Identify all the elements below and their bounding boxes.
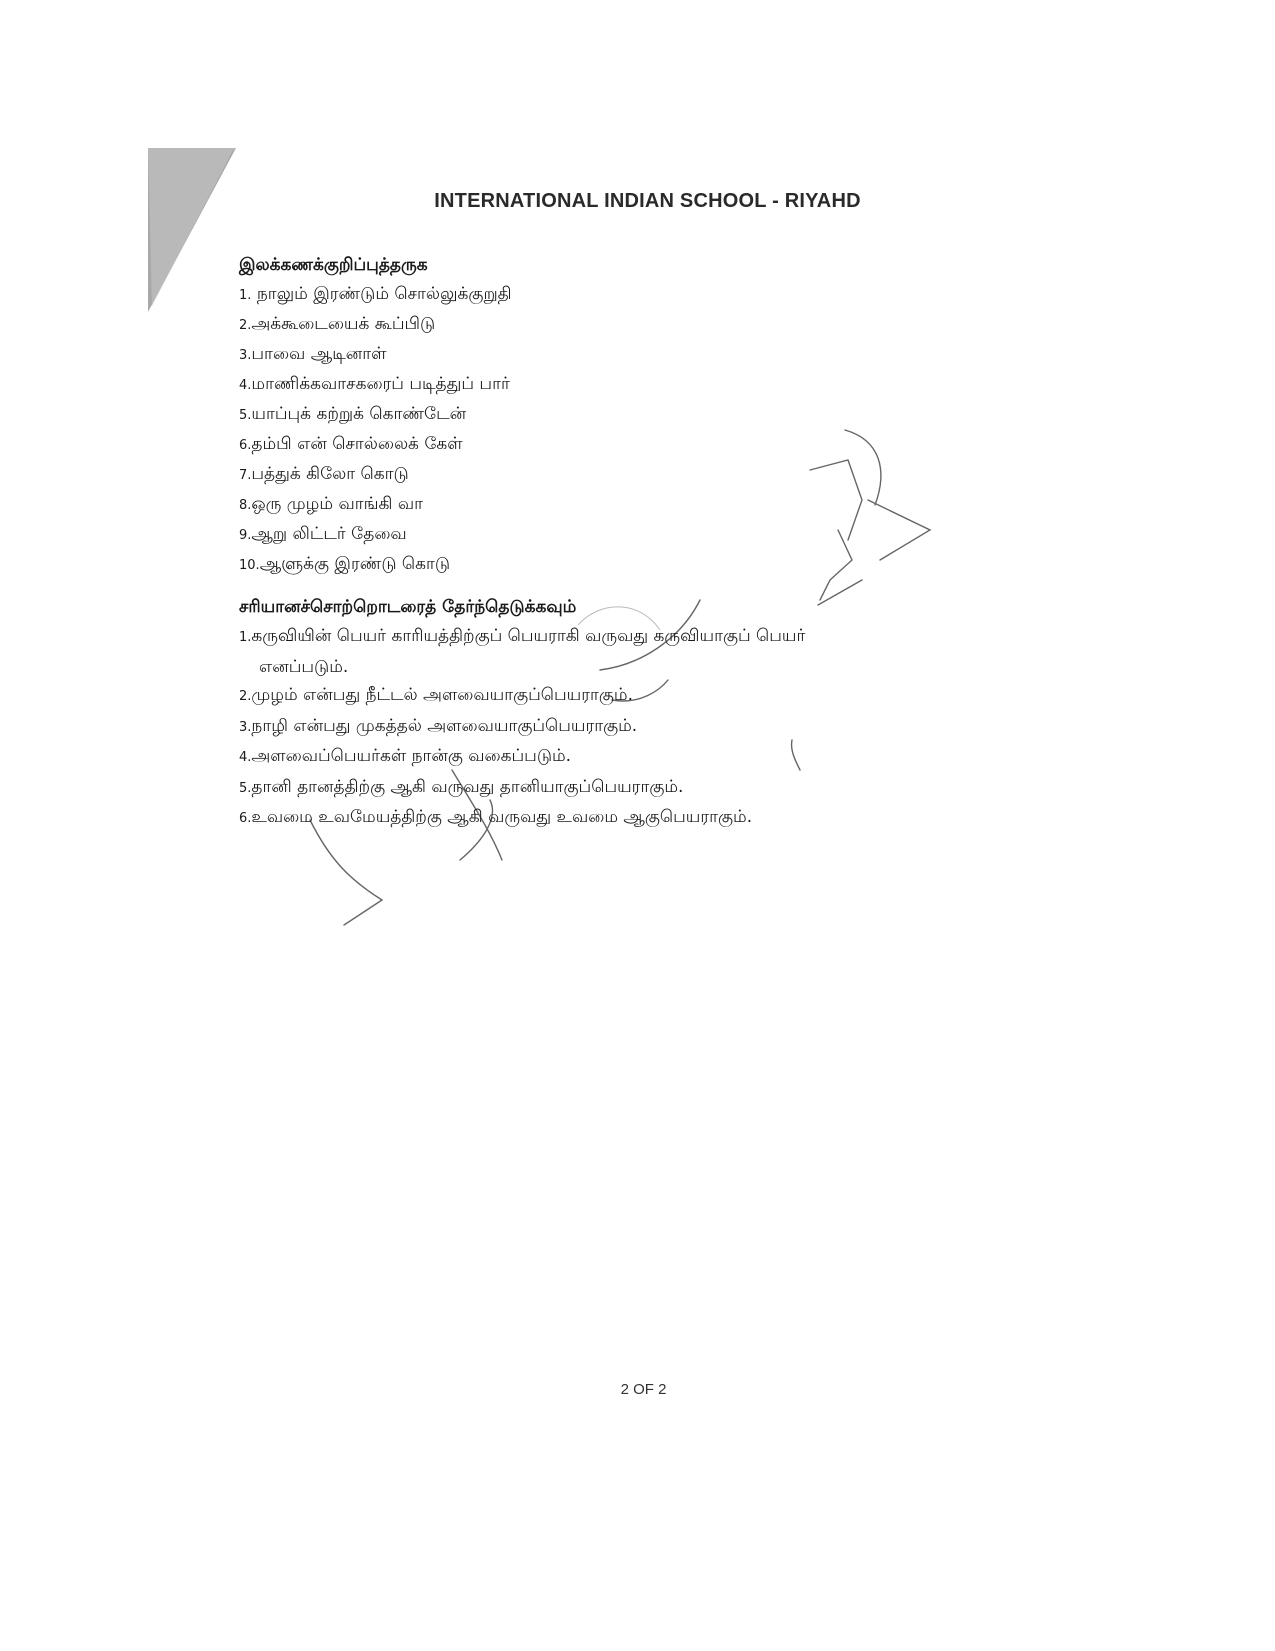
list-item: 5.தானி தானத்திற்கு ஆகி வருவது தானியாகுப்பெயராகும். (239, 776, 684, 797)
list-item: 8.ஒரு முழம் வாங்கி வா (239, 494, 423, 514)
school-title: INTERNATIONAL INDIAN SCHOOL - RIYAHD (434, 190, 861, 212)
list-item: 6.உவமை உவமேயத்திற்கு ஆகி வருவது உவமை ஆகுபெயராகும். (239, 807, 753, 827)
list-item: 6.தம்பி என் சொல்லைக் கேள் (239, 434, 463, 454)
list-item: 3.நாழி என்பது முகத்தல் அளவையாகுப்பெயராகும். (239, 715, 638, 736)
list-item: 3.பாவை ஆடினாள் (239, 344, 387, 364)
choose-correct-sentence-section (239, 592, 879, 834)
list-item: 2.முழம் என்பது நீட்டல் அளவையாகுப்பெயராகும். (239, 685, 633, 705)
list-item: 9.ஆறு லிட்டர் தேவை (239, 524, 407, 544)
list-item: 4.மாணிக்கவாசகரைப் படித்துப் பார் (239, 374, 510, 394)
list-item: 10.ஆளுக்கு இரண்டு கொடு (239, 554, 451, 574)
section-heading: சரியானச்சொற்றொடரைத் தேர்ந்தெடுக்கவும் (239, 597, 577, 617)
grammar-notes-section (239, 250, 879, 580)
list-item: 2.அக்கூடையைக் கூப்பிடு (239, 314, 436, 334)
list-item: 5.யாப்புக் கற்றுக் கொண்டேன் (239, 404, 467, 424)
question-list (239, 280, 879, 580)
list-item: 4.அளவைப்பெயர்கள் நான்கு வகைப்படும். (239, 746, 572, 766)
question-list (239, 622, 879, 834)
page-number: 2 OF 2 (620, 1381, 667, 1398)
list-item: 1.கருவியின் பெயர் காரியத்திற்குப் பெயராகி வருவது கருவியாகுப் பெயர் எனப்படும். (239, 626, 806, 677)
list-item: 7.பத்துக் கிலோ கொடு (239, 464, 409, 484)
section-heading: இலக்கணக்குறிப்புத்தருக (239, 255, 428, 275)
list-item: 1. நாலும் இரண்டும் சொல்லுக்குறுதி (239, 284, 512, 304)
